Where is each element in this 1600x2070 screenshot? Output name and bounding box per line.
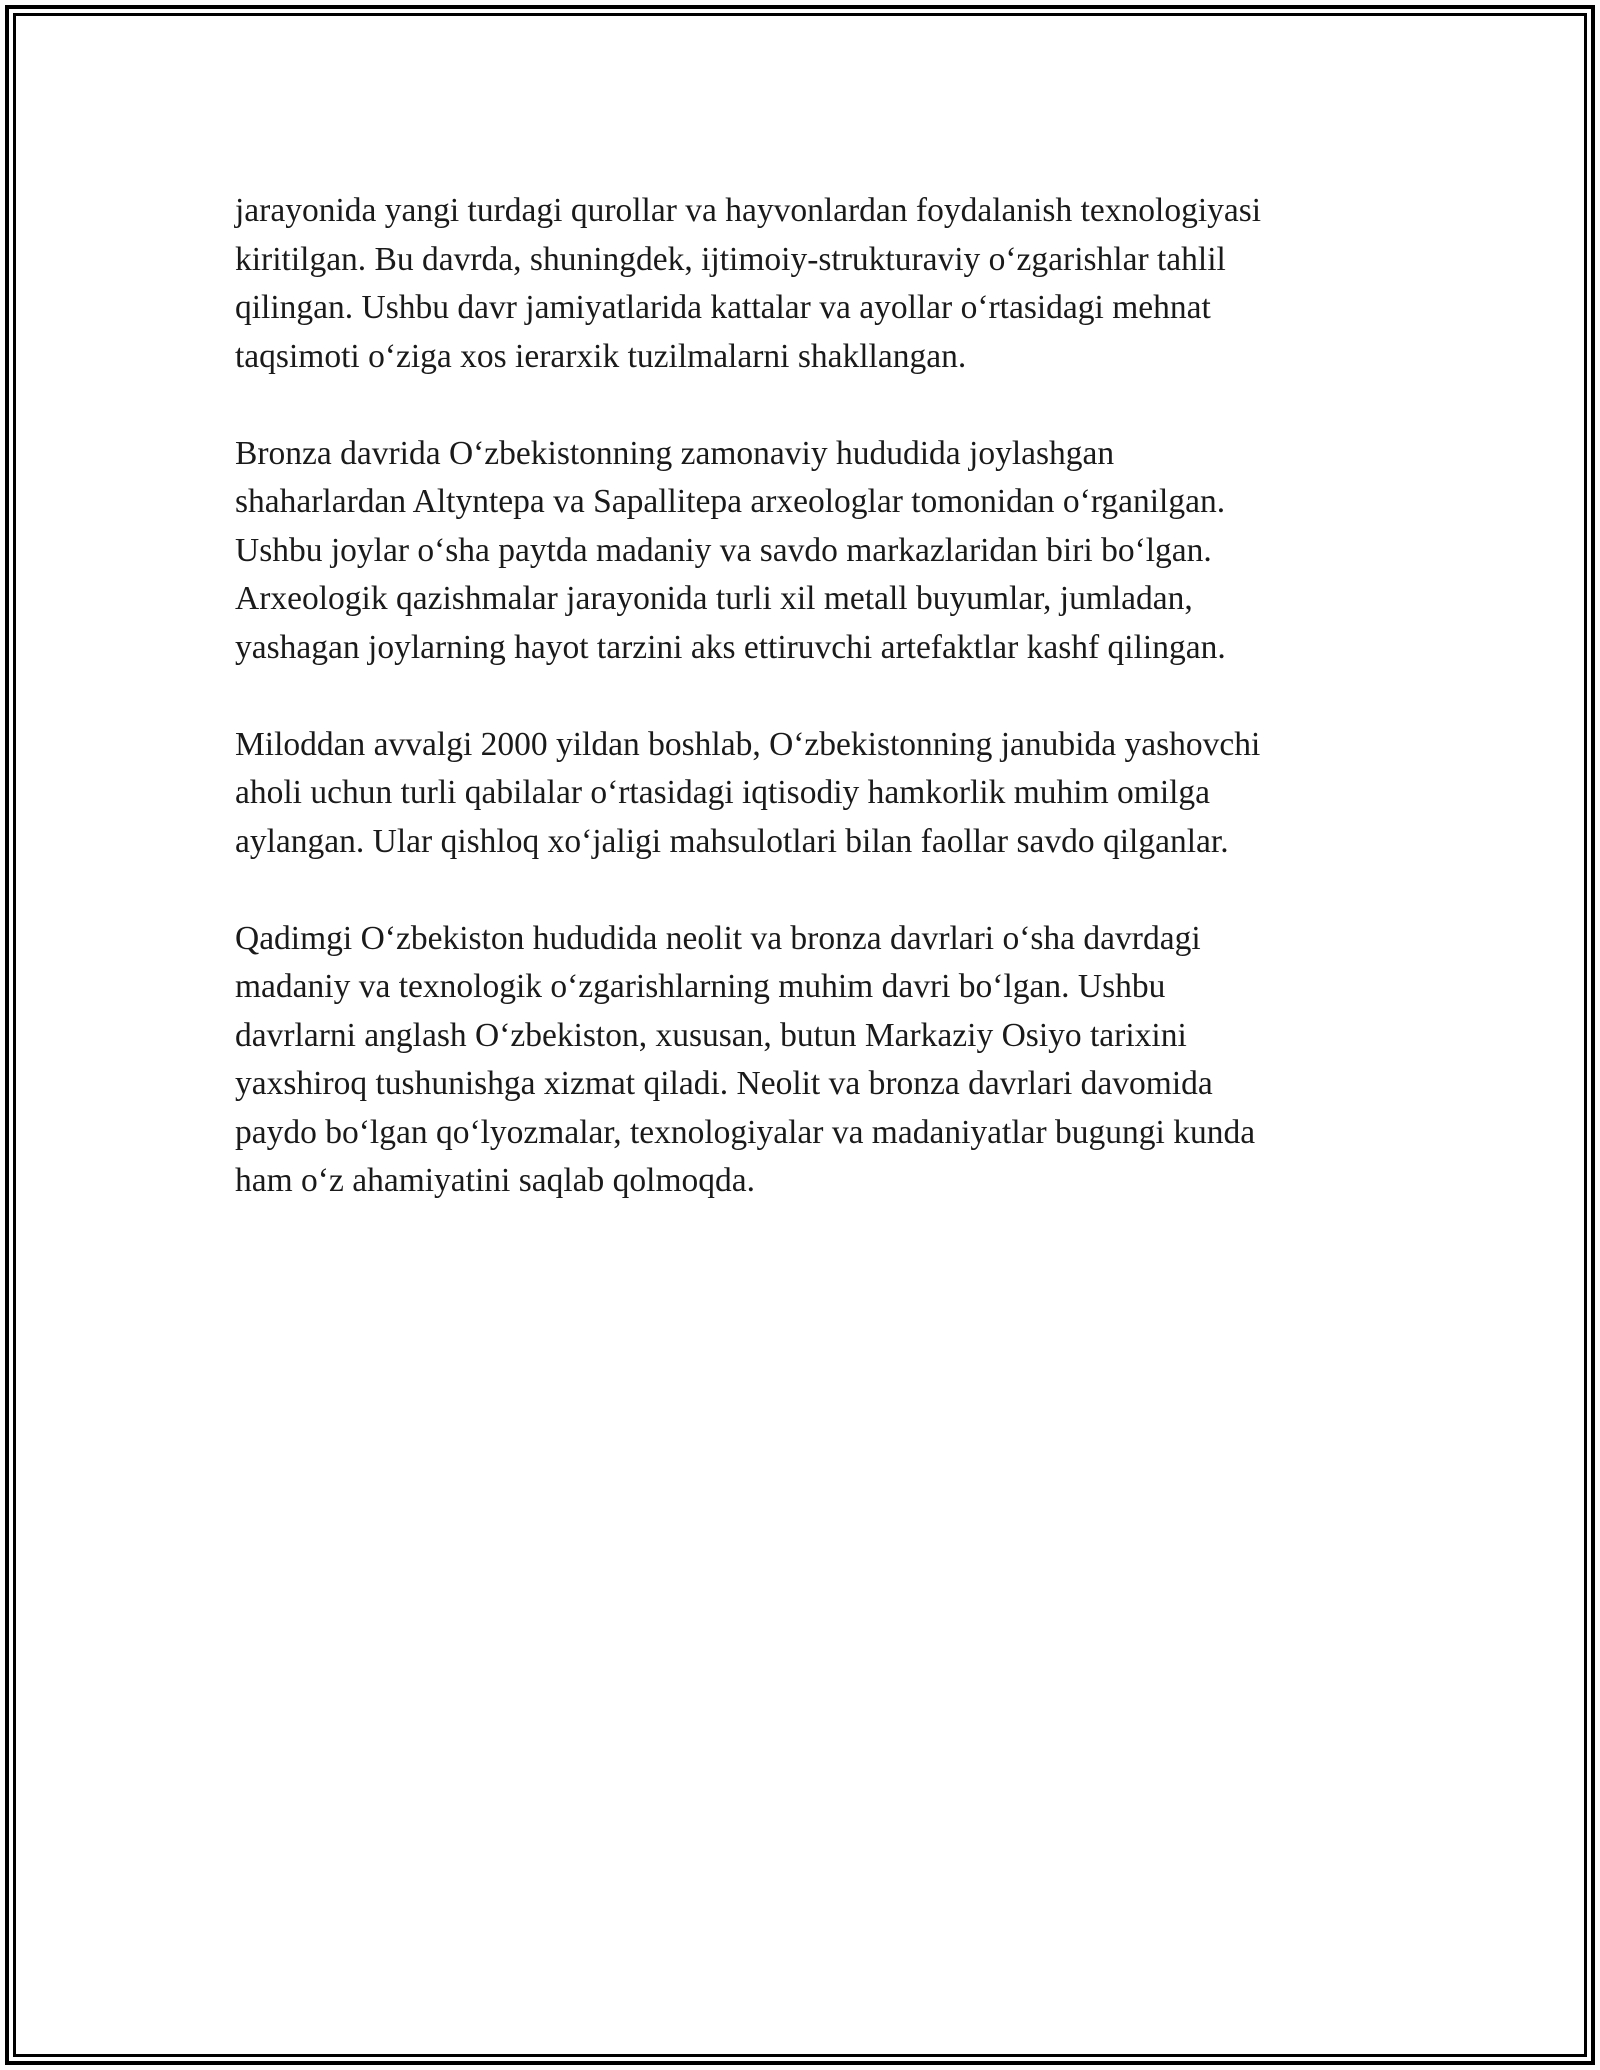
paragraph-economic-cooperation: Miloddan avvalgi 2000 yildan boshlab, O‘zbekistonning janubida yashovchi aholi uchun turli qabilalar o‘rtasidagi iqtisodiy hamkorlik muhim omilga aylangan. Ular qishloq xo‘jaligi mahsulotlari bilan faollar savdo qilganlar. — [235, 725, 1261, 860]
paragraph-bronze-age-cities: Bronza davrida O‘zbekistonning zamonaviy hududida joylashgan shaharlardan Altyntepa va Sapallitepa arxeologlar tomonidan o‘rganilgan. Ushbu joylar o‘sha paytda madaniy va savdo markazlaridan biri bo‘lgan. Arxeologik qazishmalar jarayonida turli xil metall buyumlar, jumladan, yashagan joylarning hayot tarzini aks ettiruvchi artefaktlar kashf qilingan. — [235, 434, 1226, 666]
paragraph-tools-technology: jarayonida yangi turdagi qurollar va hayvonlardan foydalanish texnologiyasi kiritilgan. Bu davrda, shuningdek, ijtimoiy-strukturaviy o‘zgarishlar tahlil qilingan. Ushbu davr jamiyatlarida kattalar va ayollar o‘rtasidagi mehnat taqsimoti o‘ziga xos ierarxik tuzilmalarni shakllangan. — [235, 192, 1262, 375]
document-body — [235, 187, 1375, 1254]
paragraph-conclusion: Qadimgi O‘zbekiston hududida neolit va bronza davrlari o‘sha davrdagi madaniy va texnologik o‘zgarishlarning muhim davri bo‘lgan. Ushbu davrlarni anglash O‘zbekiston, xususan, butun Markaziy Osiyo tarixini yaxshiroq tushunishga xizmat qiladi. Neolit va bronza davrlari davomida paydo bo‘lgan qo‘lyozmalar, texnologiyalar va madaniyatlar bugungi kunda ham o‘z ahamiyatini saqlab qolmoqda. — [235, 919, 1256, 1199]
